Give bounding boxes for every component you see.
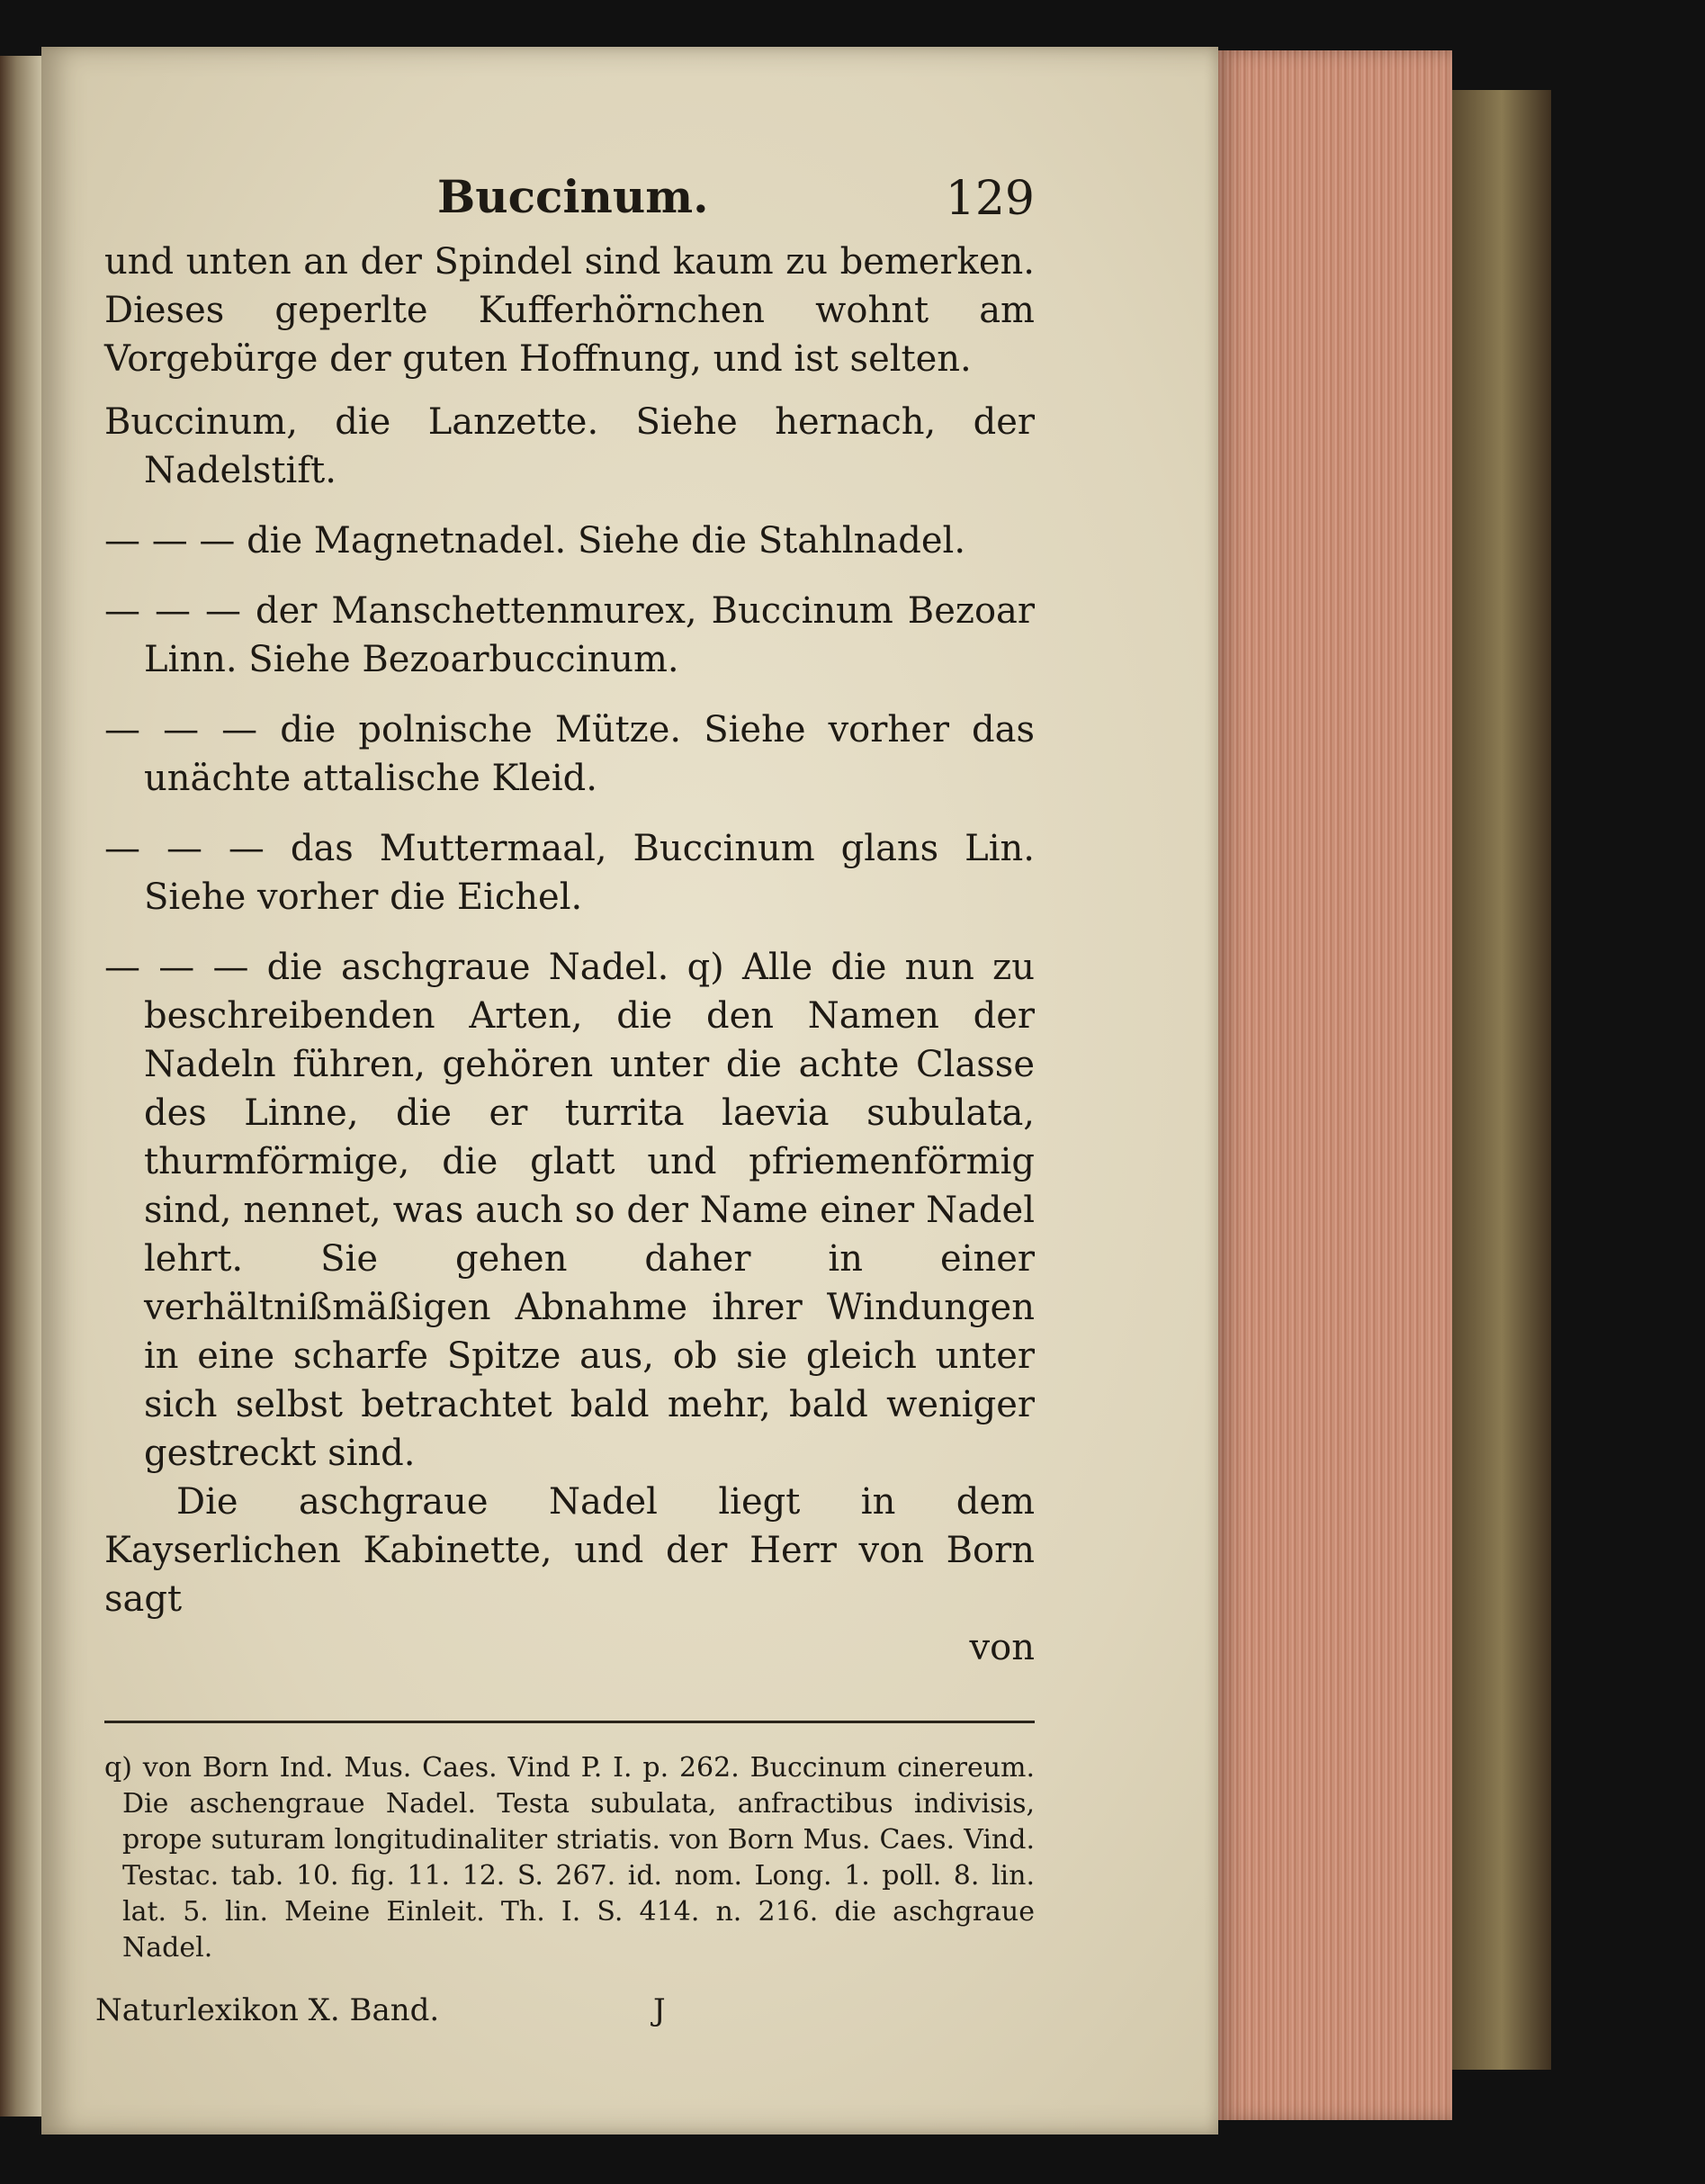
entry-muttermaal: — — — das Muttermaal, Buccinum glans Lin. Siehe vorher die Eichel. [104,828,1035,918]
entry-magnetnadel: — — — die Magnetnadel. Siehe die Stahlnadel. [104,520,966,562]
volume-signature: Naturlexikon X. Band. [95,1992,440,2028]
paragraph-continuation: und unten an der Spindel sind kaum zu bemerken. Dieses geperlte Kufferhörnchen wohnt am Vorgebürge der guten Hoffnung, und ist selten. [104,241,1035,380]
entry-manschettenmurex: — — — der Manschettenmurex, Buccinum Bezoar Linn. Siehe Bezoarbuccinum. [104,590,1035,680]
running-title: Buccinum. [437,170,709,223]
page-number: 129 [945,172,1035,226]
facing-page-edge [0,56,43,2117]
page-header [104,169,1035,232]
sheet-signature: J [653,1992,666,2028]
book-cover [1452,90,1551,2070]
signature-line [95,1986,1035,2031]
paragraph-kabinett: Die aschgraue Nadel liegt in dem Kayserlichen Kabinette, und der Herr von Born sagt [104,1481,1035,1620]
footnote-rule [104,1721,1035,1723]
entry-aschgraue-nadel: — — — die aschgraue Nadel. q) Alle die nun zu beschreibenden Arten, die den Namen der Nadeln führen, gehören unter die achte Classe des Linne, die er turrita laevia subulata, thurmförmige, die glatt und pfriemenförmig sind, nennet, was auch so der Name einer Nadel lehrt. Sie gehen daher in einer verhältnißmäßigen Abnahme ihrer Windungen in eine scharfe Spitze aus, ob sie gleich unter sich selbst betrachtet bald mehr, bald weniger gestreckt sind. [104,947,1035,1474]
entry-lanzette: Buccinum, die Lanzette. Siehe hernach, der Nadelstift. [104,401,1035,491]
footnote: q) von Born Ind. Mus. Caes. Vind P. I. p. 262. Buccinum cinereum. Die aschengraue Nadel. Testa subulata, anfractibus indivisis, prope suturam longitudinaliter striatis. von Born Mus. Caes. Vind. Testac. tab. 10. fig. 11. 12. S. 267. id. nom. Long. 1. poll. 8. lin. lat. 5. lin. Meine Einleit. Th. I. S. 414. n. 216. die aschgraue Nadel. [104,1752,1035,1964]
page-block-edge [1218,50,1452,2120]
catchword: von [969,1627,1035,1668]
entry-polnische-muetze: — — — die polnische Mütze. Siehe vorher das unächte attalische Kleid. [104,709,1035,799]
page-text [95,169,1035,2031]
